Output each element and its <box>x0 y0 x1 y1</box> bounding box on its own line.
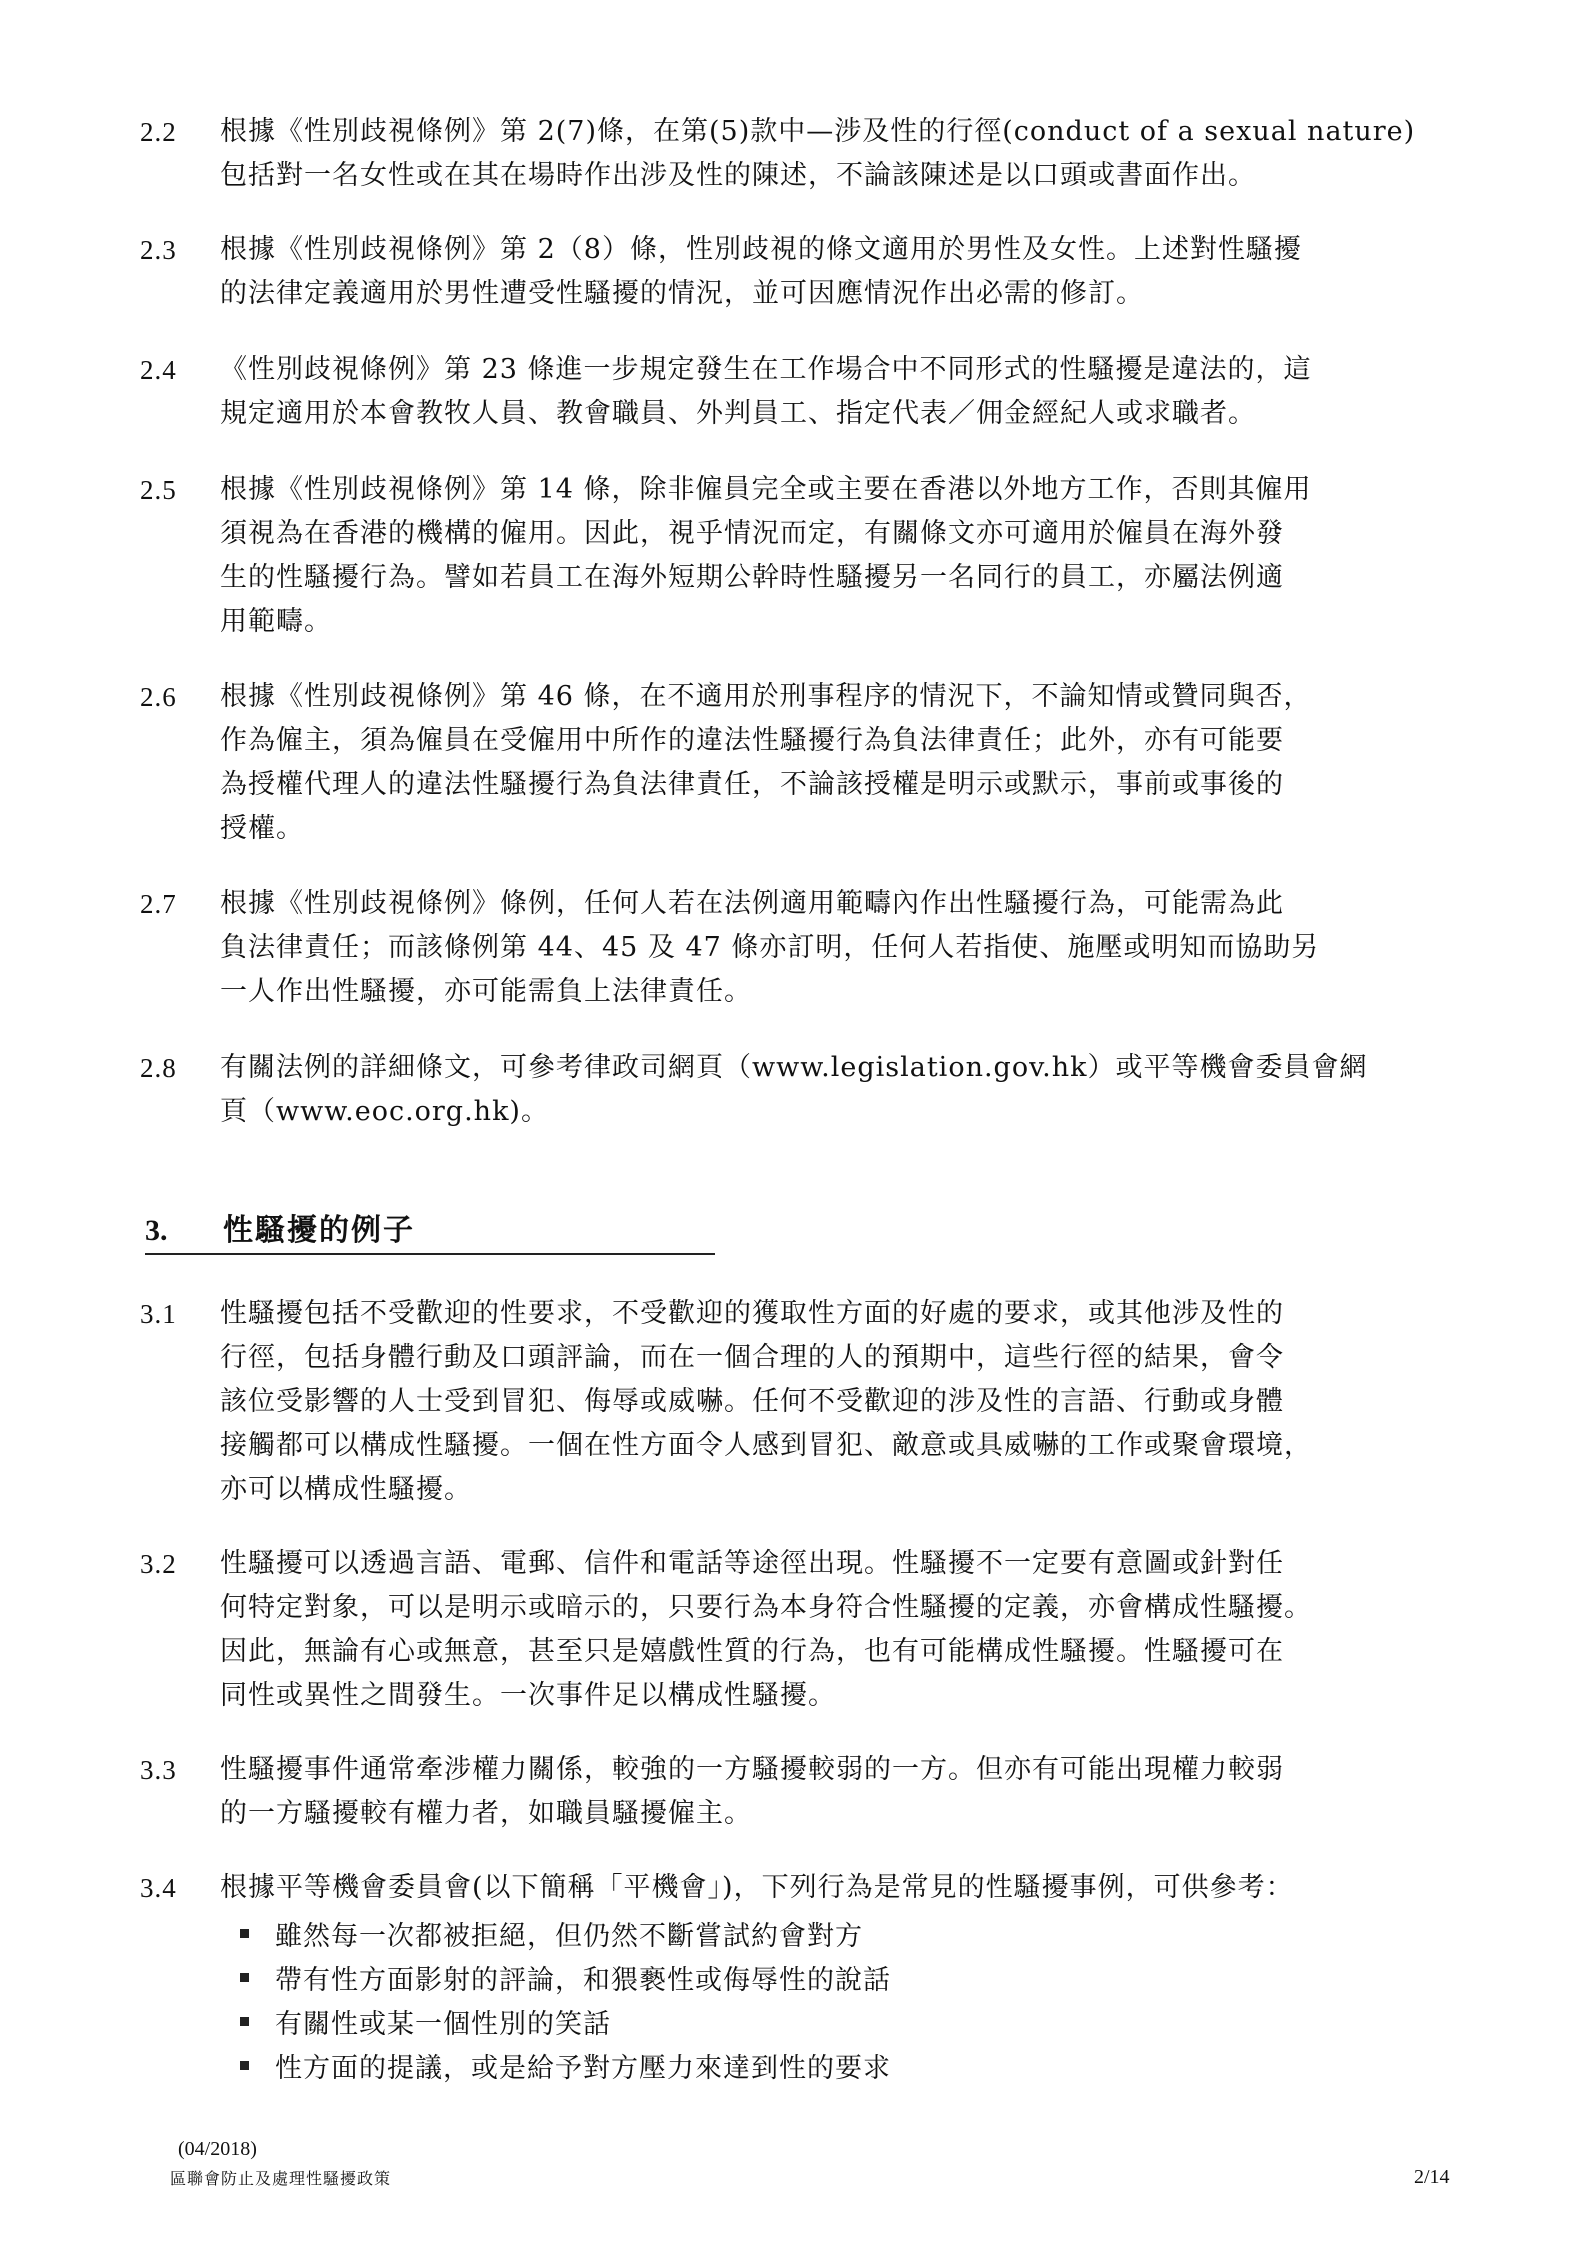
paragraph-number: 3.3 <box>140 1755 177 1785</box>
list-item <box>240 2043 1340 2087</box>
square-bullet-icon <box>240 1973 249 1982</box>
paragraph-text <box>220 1046 1460 1134</box>
text-line: 《性別歧視條例》第 23 條進一步規定發生在工作場合中不同形式的性騷擾是違法的，這 <box>220 354 1312 385</box>
list-item <box>240 1911 1340 1955</box>
text-line: 用範疇。 <box>220 606 332 637</box>
paragraph-number: 2.5 <box>140 475 177 505</box>
square-bullet-icon <box>240 1929 249 1938</box>
square-bullet-icon <box>240 2061 249 2070</box>
text-line: 規定適用於本會教牧人員、教會職員、外判員工、指定代表／佣金經紀人或求職者。 <box>220 398 1256 429</box>
paragraph-text <box>220 1748 1460 1836</box>
text-line: 該位受影響的人士受到冒犯、侮辱或威嚇。任何不受歡迎的涉及性的言語、行動或身體 <box>220 1386 1284 1417</box>
paragraph-number: 3.2 <box>140 1549 177 1579</box>
list-item-text: 帶有性方面影射的評論，和猥褻性或侮辱性的說話 <box>275 1964 891 1996</box>
paragraph-number: 2.7 <box>140 889 177 919</box>
section-number: 3. <box>145 1214 168 1247</box>
text-line: 包括對一名女性或在其在場時作出涉及性的陳述，不論該陳述是以口頭或書面作出。 <box>220 160 1256 191</box>
text-line: 何特定對象，可以是明示或暗示的，只要行為本身符合性騷擾的定義，亦會構成性騷擾。 <box>220 1592 1312 1623</box>
text-line: 根據《性別歧視條例》條例，任何人若在法例適用範疇內作出性騷擾行為，可能需為此 <box>220 888 1284 919</box>
text-line: 同性或異性之間發生。一次事件足以構成性騷擾。 <box>220 1680 836 1711</box>
paragraph-number: 3.4 <box>140 1873 177 1903</box>
list-item <box>240 1999 1340 2043</box>
text-line: 一人作出性騷擾，亦可能需負上法律責任。 <box>220 976 752 1007</box>
footer-title: 區聯會防止及處理性騷擾政策 <box>170 2169 392 2188</box>
paragraph-text <box>220 228 1460 316</box>
text-line: 性騷擾可以透過言語、電郵、信件和電話等途徑出現。性騷擾不一定要有意圖或針對任 <box>220 1548 1284 1579</box>
text-line: 生的性騷擾行為。譬如若員工在海外短期公幹時性騷擾另一名同行的員工，亦屬法例適 <box>220 562 1284 593</box>
text-line: 為授權代理人的違法性騷擾行為負法律責任，不論該授權是明示或默示，事前或事後的 <box>220 769 1284 800</box>
paragraph-text <box>220 468 1460 644</box>
text-line: 頁（www.eoc.org.hk)。 <box>220 1096 549 1127</box>
list-item <box>240 1955 1340 1999</box>
text-line: 根據《性別歧視條例》第 46 條，在不適用於刑事程序的情況下，不論知情或贊同與否， <box>220 681 1312 712</box>
text-line: 有關法例的詳細條文，可參考律政司網頁（www.legislation.gov.hk）或平等機會委員會網 <box>220 1052 1368 1083</box>
text-line: 負法律責任；而該條例第 44、45 及 47 條亦訂明，任何人若指使、施壓或明知而協助另 <box>220 932 1320 963</box>
text-line: 性騷擾包括不受歡迎的性要求，不受歡迎的獲取性方面的好處的要求，或其他涉及性的 <box>220 1298 1284 1329</box>
text-line: 作為僱主，須為僱員在受僱用中所作的違法性騷擾行為負法律責任；此外，亦有可能要 <box>220 725 1284 756</box>
text-line: 根據《性別歧視條例》第 14 條，除非僱員完全或主要在香港以外地方工作，否則其僱用 <box>220 474 1312 505</box>
paragraph-text <box>220 1292 1460 1512</box>
paragraph-text <box>220 675 1460 851</box>
section-heading <box>145 1205 715 1255</box>
text-line: 根據平等機會委員會(以下簡稱「平機會」)，下列行為是常見的性騷擾事例，可供參考： <box>220 1872 1294 1903</box>
list-item-text: 性方面的提議，或是給予對方壓力來達到性的要求 <box>275 2052 891 2084</box>
text-line: 授權。 <box>220 813 304 844</box>
text-line: 因此，無論有心或無意，甚至只是嬉戲性質的行為，也有可能構成性騷擾。性騷擾可在 <box>220 1636 1284 1667</box>
text-line: 的一方騷擾較有權力者，如職員騷擾僱主。 <box>220 1798 752 1829</box>
paragraph-number: 2.6 <box>140 682 177 712</box>
text-line: 的法律定義適用於男性遭受性騷擾的情況，並可因應情況作出必需的修訂。 <box>220 278 1144 309</box>
paragraph-text <box>220 1542 1460 1718</box>
paragraph-number: 2.8 <box>140 1053 177 1083</box>
paragraph-text <box>220 1866 1460 1910</box>
text-line: 根據《性別歧視條例》第 2(7)條，在第(5)款中—涉及性的行徑(conduct of a sexual nature) <box>220 116 1416 147</box>
paragraph-number: 2.4 <box>140 355 177 385</box>
paragraph-number: 2.3 <box>140 235 177 265</box>
paragraph-number: 3.1 <box>140 1299 177 1329</box>
bullet-list <box>240 1911 1340 2087</box>
text-line: 須視為在香港的機構的僱用。因此，視乎情況而定，有關條文亦可適用於僱員在海外發 <box>220 518 1284 549</box>
paragraph-text <box>220 348 1460 436</box>
text-line: 性騷擾事件通常牽涉權力關係，較強的一方騷擾較弱的一方。但亦有可能出現權力較弱 <box>220 1754 1284 1785</box>
page-number: 2/14 <box>1414 2166 1450 2188</box>
text-line: 接觸都可以構成性騷擾。一個在性方面令人感到冒犯、敵意或具威嚇的工作或聚會環境， <box>220 1430 1312 1461</box>
paragraph-text <box>220 110 1460 198</box>
text-line: 行徑，包括身體行動及口頭評論，而在一個合理的人的預期中，這些行徑的結果，會令 <box>220 1342 1284 1373</box>
list-item-text: 雖然每一次都被拒絕，但仍然不斷嘗試約會對方 <box>275 1920 863 1952</box>
list-item-text: 有關性或某一個性別的笑話 <box>275 2008 611 2040</box>
paragraph-text <box>220 882 1460 1014</box>
text-line: 根據《性別歧視條例》第 2（8）條，性別歧視的條文適用於男性及女性。上述對性騷擾 <box>220 234 1302 265</box>
square-bullet-icon <box>240 2017 249 2026</box>
paragraph-number: 2.2 <box>140 117 177 147</box>
text-line: 亦可以構成性騷擾。 <box>220 1474 472 1505</box>
section-title: 性騷擾的例子 <box>223 1213 415 1248</box>
footer-date: (04/2018) <box>178 2138 257 2160</box>
